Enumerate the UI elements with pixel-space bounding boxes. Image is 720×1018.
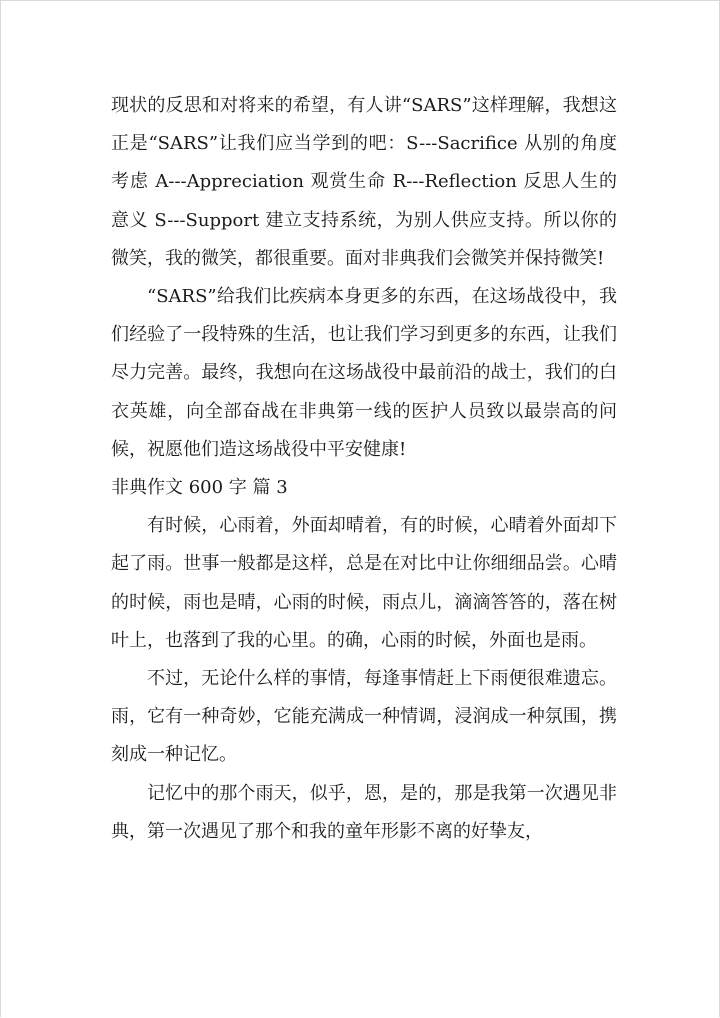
paragraph-rain-heart: 有时候，心雨着，外面却晴着，有的时候，心晴着外面却下起了雨。世事一般都是这样，总是在对比中让你细细品尝。心晴的时候，雨也是晴，心雨的时候，雨点儿，滴滴答答的，落在树叶上，也落到了我的心里。的确，心雨的时候，外面也是雨。 (111, 515, 617, 651)
paragraph-sars-lessons: “SARS”给我们比疾病本身更多的东西，在这场战役中，我们经验了一段特殊的生活，也让我们学习到更多的东西，让我们尽力完善。最终，我想向在这场战役中最前沿的战士，我们的白衣英雄，向全部奋战在非典第一线的医护人员致以最崇高的问候，祝愿他们造这场战役中平安健康! (111, 286, 617, 460)
section-heading: 非典作文 600 字 篇 3 (111, 477, 288, 499)
paragraph-first-encounter: 记忆中的那个雨天，似乎，恩，是的，那是我第一次遇见非典，第一次遇见了那个和我的童年形影不离的好挚友， (111, 782, 617, 842)
paragraph-rain-memory: 不过，无论什么样的事情，每逢事情赶上下雨便很难遗忘。雨，它有一种奇妙，它能充满成一种情调，浸润成一种氛围，携刻成一种记忆。 (111, 668, 617, 766)
paragraph-reflection: 现状的反思和对将来的希望，有人讲“SARS”这样理解，我想这正是“SARS”让我们应当学到的吧：S---Sacrifice 从别的角度考虑 A---Appreciation 观赏生命 R---Reflection 反思人生的意义 S---Support 建立支持系统，为别人供应支持。所以你的微笑，我的微笑，都很重要。面对非典我们会微笑并保持微笑! (111, 95, 617, 269)
document-body (111, 87, 617, 851)
